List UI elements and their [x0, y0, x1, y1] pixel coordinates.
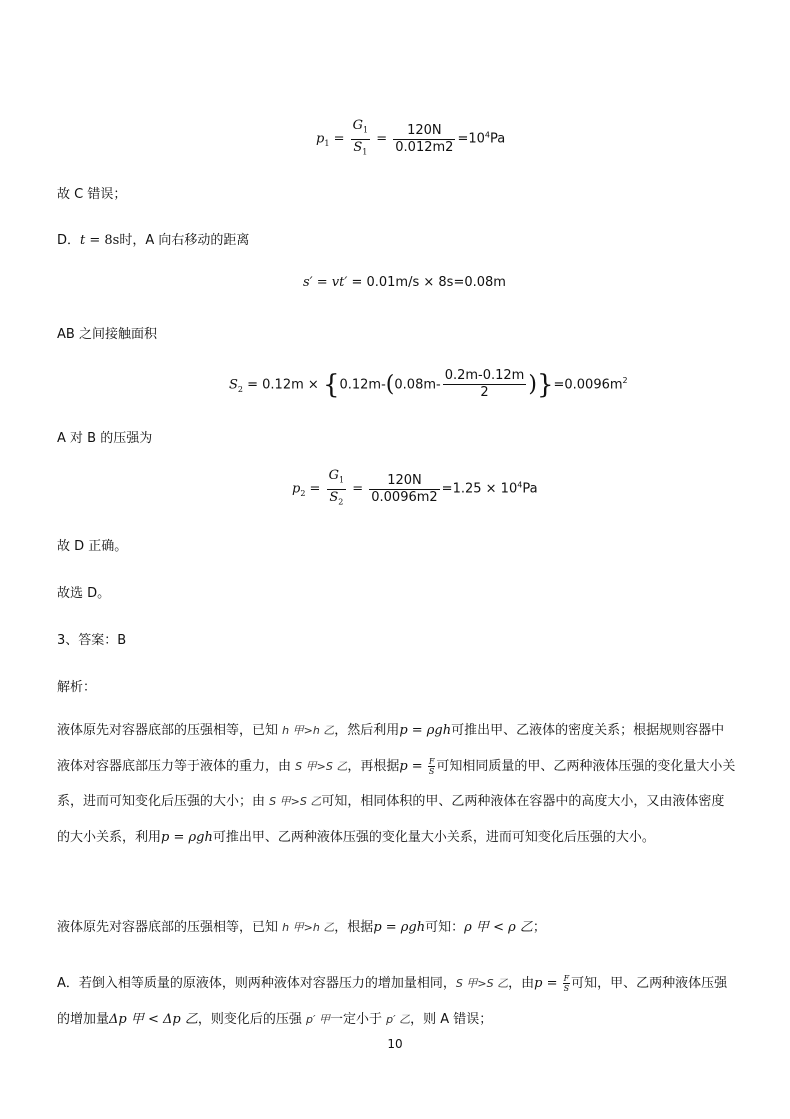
frac-den: S — [563, 984, 570, 993]
frac-num: F — [428, 756, 435, 766]
text-answer-3: 3、答案：B — [57, 633, 127, 648]
option-a-paragraph — [57, 966, 737, 1037]
text-run: 液体原先对容器底部的压强相等，已知 — [57, 723, 283, 738]
fraction-values — [369, 473, 439, 506]
eq-sign: = — [376, 131, 388, 147]
text-run: 可知，相同体积的甲、乙两种液体在容器中的高度大小，又由液体密度的大小关系，利用 — [57, 794, 725, 845]
equation-s-prime — [303, 275, 506, 290]
frac-den: 2 — [480, 385, 489, 401]
text-run: 可知： — [425, 920, 465, 935]
eq-sign: = — [305, 481, 325, 497]
inline-math: S 甲>S 乙 — [295, 759, 348, 773]
eq-sup: 4 — [484, 130, 490, 140]
eq-unit: Pa — [489, 131, 506, 147]
inline-fraction — [428, 757, 436, 776]
eq-sub: 1 — [324, 139, 330, 149]
text-run: ，然后利用 — [334, 723, 400, 738]
inline-math: p′ 乙 — [386, 1012, 411, 1026]
frac-den: S — [428, 766, 435, 776]
inline-fraction — [563, 974, 571, 993]
frac-num-sub: 1 — [338, 475, 345, 485]
fraction-g1-s2 — [327, 468, 346, 510]
eq-sign: = — [348, 481, 368, 497]
eq-var: t — [80, 233, 86, 248]
text-ab-area: AB 之间接触面积 — [57, 327, 157, 342]
frac-num: 120N — [393, 123, 455, 140]
analysis-paragraph-1 — [57, 713, 737, 855]
text-run: ，根据 — [334, 920, 374, 935]
eq-part: 0.12m- — [339, 377, 386, 393]
text-run: ，由 — [508, 976, 535, 991]
text-c-wrong: 故 C 错误； — [57, 187, 127, 202]
text-run: A．若倒入相等质量的原液体，则两种液体对容器压力的增加量相同， — [57, 976, 456, 991]
equation-p2 — [292, 468, 538, 510]
text-choose-d: 故选 D。 — [57, 586, 111, 601]
analysis-paragraph-2 — [57, 910, 737, 946]
eq-var: p — [316, 131, 325, 147]
frac-num: 0.2m-0.12m — [444, 368, 525, 384]
fraction-g1-s1 — [351, 118, 370, 160]
text-run: 可推出甲、乙液体的密度关系；根据规则容器中液体对容器底部压力等于液体的重力，由 — [57, 723, 725, 774]
text-run: ，则 A 错误； — [410, 1011, 493, 1027]
eq-part: 0.08m- — [394, 377, 441, 393]
inline-math: h 甲>h 乙 — [282, 724, 335, 737]
text-run: 可知相同质量的甲、乙两种液体压强的变化量大小关系，进而可知变化后压强的大小；由 — [57, 758, 736, 809]
text-run: 可推出甲、乙两种液体压强的变化量大小关系，进而可知变化后压强的大小。 — [212, 829, 655, 845]
frac-den: S — [353, 139, 363, 155]
frac-den-sub: 1 — [362, 147, 368, 157]
brace-close: } — [536, 369, 554, 400]
text-run: ； — [532, 920, 546, 935]
paren-open: ( — [385, 371, 395, 397]
text-run: ，则变化后的压强 — [197, 1011, 306, 1027]
eq-result: =1.25 × 10 — [441, 481, 518, 497]
inline-formula: p = ρgh — [161, 829, 213, 845]
inline-formula: p = — [399, 758, 427, 774]
frac-num: G — [328, 468, 339, 483]
eq-result: = 0.01m/s × 8s=0.08m — [347, 275, 506, 290]
eq-var: vt′ — [331, 275, 348, 290]
text-a-on-b: A 对 B 的压强为 — [57, 431, 153, 446]
eq-value: = 8s — [85, 233, 120, 248]
inline-formula: ρ 甲 < ρ 乙 — [464, 920, 533, 935]
frac-num: F — [563, 974, 570, 983]
text-run: ，再根据 — [347, 758, 400, 774]
eq-sup: 2 — [622, 376, 628, 385]
frac-num: G — [352, 118, 363, 133]
eq-var: S — [229, 377, 238, 393]
text-d-intro — [57, 229, 249, 248]
frac-num-sub: 1 — [363, 125, 369, 135]
text-d-correct: 故 D 正确。 — [57, 539, 128, 554]
eq-sign: = — [312, 275, 332, 290]
frac-den: 0.0096m2 — [371, 489, 438, 505]
eq-sign: = — [333, 131, 345, 147]
eq-var: s′ — [303, 275, 313, 290]
eq-sup: 4 — [517, 480, 523, 490]
frac-den-sub: 2 — [338, 497, 344, 507]
text-run: 可知，甲、乙两种液体压强的增加量 — [57, 976, 728, 1027]
eq-sub: 2 — [237, 384, 243, 394]
inline-math: S 甲>S 乙 — [455, 977, 509, 990]
eq-part: = 0.12m × — [243, 377, 323, 393]
frac-den: S — [329, 489, 339, 505]
eq-sub: 2 — [300, 489, 306, 499]
equation-s2 — [229, 363, 628, 408]
text-run: 一定小于 — [329, 1011, 387, 1027]
inline-math: S 甲>S 乙 — [269, 795, 322, 808]
inline-math: p′ 甲 — [306, 1012, 330, 1026]
equation-p1 — [316, 118, 505, 160]
eq-unit: Pa — [522, 481, 538, 497]
eq-result: =0.0096m — [553, 377, 623, 393]
inline-math: h 甲>h 乙 — [282, 921, 335, 934]
text-suffix: 时，A 向右移动的距离 — [119, 233, 250, 248]
inline-formula: p = ρgh — [399, 723, 452, 738]
fraction-values — [393, 123, 455, 156]
inline-formula: Δp 甲 < Δp 乙 — [109, 1011, 198, 1027]
brace-open: { — [322, 369, 340, 400]
inline-formula: p = ρgh — [373, 920, 426, 935]
inline-formula: p = — [534, 976, 562, 991]
option-label: D． — [57, 233, 81, 248]
eq-result: =10 — [457, 131, 485, 147]
text-analysis-label: 解析： — [57, 680, 97, 695]
page-number: 10 — [387, 1037, 403, 1051]
fraction-distance — [443, 368, 527, 401]
frac-num: 120N — [369, 473, 439, 490]
text-run: 液体原先对容器底部的压强相等，已知 — [57, 920, 283, 935]
eq-var: p — [292, 481, 301, 497]
frac-den: 0.012m2 — [395, 139, 454, 155]
paren-close: ) — [528, 371, 537, 397]
